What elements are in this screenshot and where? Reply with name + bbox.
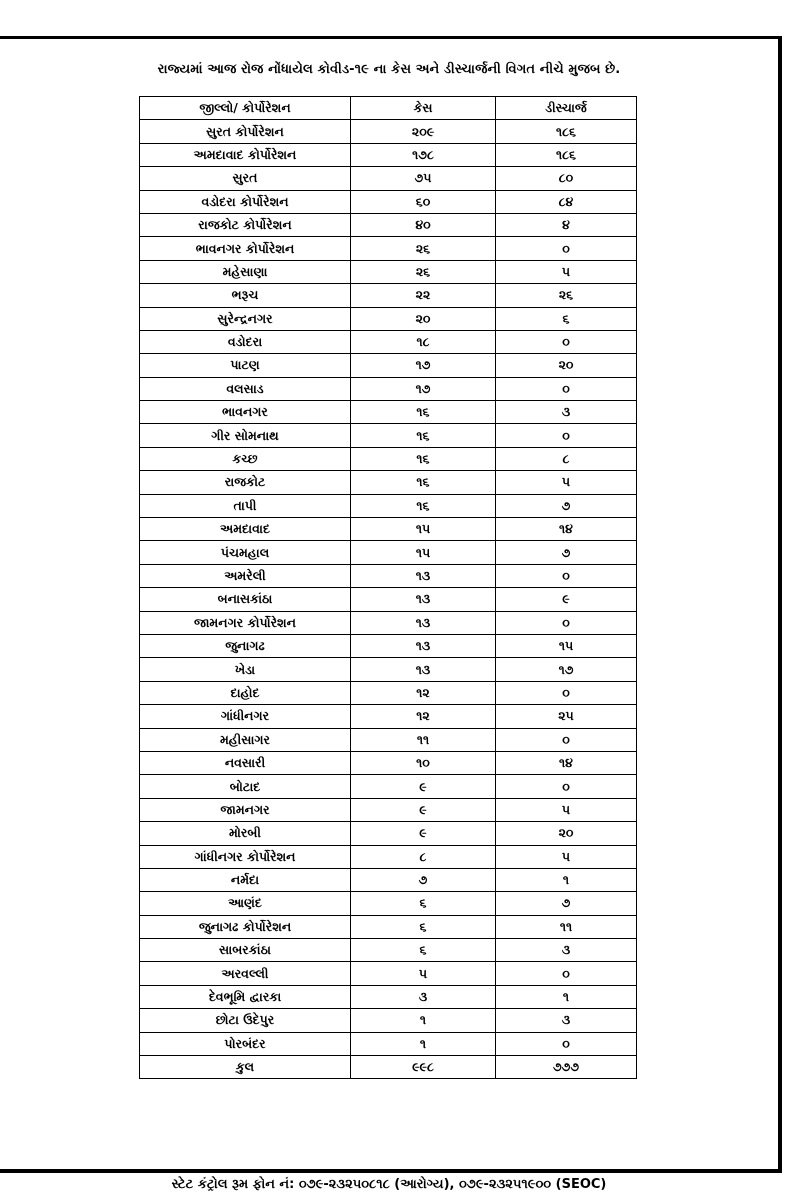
table-row <box>140 143 637 166</box>
cell-district: ખેડા <box>140 658 351 681</box>
total-cases: ૯૯૮ <box>351 1056 496 1079</box>
cell-cases: ૩ <box>351 985 496 1008</box>
cell-discharge: ૫ <box>496 471 637 494</box>
cell-cases: ૨૦ <box>351 307 496 330</box>
cell-cases: ૧૩ <box>351 564 496 587</box>
table-row <box>140 377 637 400</box>
control-room-phone: સ્ટેટ કંટ્રોલ રૂમ ફોન નં: ૦૭૯-૨૩૨૫૦૮૧૮ (આરોગ્ય), ૦૭૯-૨૩૨૫૧૯૦૦ (SEOC) <box>171 1177 607 1192</box>
cell-discharge: ૫ <box>496 260 637 283</box>
cell-discharge: ૦ <box>496 330 637 353</box>
cell-cases: ૬ <box>351 915 496 938</box>
cell-discharge: ૨૦ <box>496 354 637 377</box>
cell-cases: ૧૬ <box>351 401 496 424</box>
cell-discharge: ૨૦ <box>496 822 637 845</box>
cell-district: નર્મદા <box>140 868 351 891</box>
table-body <box>140 120 637 1056</box>
report-heading: રાજ્યમાં આજ રોજ નોંધાયેલ કોવીડ-૧૯ ના કેસ અને ડીસ્ચાર્જની વિગત નીચે મુજબ છે. <box>157 62 621 77</box>
table-row <box>140 518 637 541</box>
cell-district: વડોદરા કોર્પોરેશન <box>140 190 351 213</box>
table-row <box>140 658 637 681</box>
cell-cases: ૧૩ <box>351 611 496 634</box>
cell-discharge: ૪ <box>496 213 637 236</box>
cell-discharge: ૧૭ <box>496 658 637 681</box>
cell-district: બનાસકાંઠા <box>140 588 351 611</box>
total-label: કુલ <box>140 1056 351 1079</box>
cell-cases: ૧૬ <box>351 424 496 447</box>
table-row <box>140 915 637 938</box>
cell-district: ગાંધીનગર <box>140 705 351 728</box>
cell-discharge: ૦ <box>496 728 637 751</box>
cell-cases: ૯ <box>351 798 496 821</box>
cell-discharge: ૨૫ <box>496 705 637 728</box>
table-row <box>140 985 637 1008</box>
cell-district: બોટાદ <box>140 775 351 798</box>
total-discharge: ૭૭૭ <box>496 1056 637 1079</box>
cell-cases: ૬ <box>351 939 496 962</box>
cell-discharge: ૧ <box>496 868 637 891</box>
cell-cases: ૭ <box>351 868 496 891</box>
cell-discharge: ૩ <box>496 939 637 962</box>
cell-discharge: ૦ <box>496 962 637 985</box>
cell-discharge: ૧૫ <box>496 634 637 657</box>
cell-cases: ૧૨ <box>351 681 496 704</box>
cell-district: તાપી <box>140 494 351 517</box>
table-row <box>140 822 637 845</box>
table-header-row <box>140 97 637 120</box>
cell-cases: ૭૫ <box>351 167 496 190</box>
cell-discharge: ૧૪ <box>496 518 637 541</box>
table-row <box>140 634 637 657</box>
cell-discharge: ૨૬ <box>496 284 637 307</box>
table-row <box>140 939 637 962</box>
table-row <box>140 541 637 564</box>
table-row <box>140 588 637 611</box>
cell-cases: ૧૧ <box>351 728 496 751</box>
cell-district: જામનગર <box>140 798 351 821</box>
cell-discharge: ૦ <box>496 775 637 798</box>
cell-district: રાજકોટ <box>140 471 351 494</box>
table-row <box>140 354 637 377</box>
table-row <box>140 845 637 868</box>
table-row <box>140 401 637 424</box>
cell-district: સુરત કોર્પોરેશન <box>140 120 351 143</box>
table-row <box>140 471 637 494</box>
cell-discharge: ૫ <box>496 845 637 868</box>
covid-cases-table <box>139 96 637 1079</box>
table-row <box>140 728 637 751</box>
table-row <box>140 190 637 213</box>
cell-discharge: ૧૮૬ <box>496 120 637 143</box>
table-row <box>140 167 637 190</box>
cell-district: દાહોદ <box>140 681 351 704</box>
table-row <box>140 962 637 985</box>
cell-cases: ૧૬ <box>351 447 496 470</box>
cell-district: મોરબી <box>140 822 351 845</box>
column-header-discharge: ડીસ્ચાર્જ <box>496 97 637 120</box>
cell-discharge: ૦ <box>496 424 637 447</box>
cell-district: ગીર સોમનાથ <box>140 424 351 447</box>
cell-cases: ૧ <box>351 1009 496 1032</box>
cell-discharge: ૭ <box>496 494 637 517</box>
cell-cases: ૧૫ <box>351 518 496 541</box>
cell-cases: ૧૨ <box>351 705 496 728</box>
table-row <box>140 307 637 330</box>
cell-discharge: ૮૦ <box>496 167 637 190</box>
column-header-district: જીલ્લો/ કોર્પોરેશન <box>140 97 351 120</box>
cell-district: પંચમહાલ <box>140 541 351 564</box>
table-row <box>140 447 637 470</box>
column-header-cases: કેસ <box>351 97 496 120</box>
cell-discharge: ૩ <box>496 401 637 424</box>
table-row <box>140 237 637 260</box>
cell-cases: ૨૨ <box>351 284 496 307</box>
cell-cases: ૧૦ <box>351 751 496 774</box>
table-row <box>140 705 637 728</box>
cell-district: ભરૂચ <box>140 284 351 307</box>
cell-district: મહેસાણા <box>140 260 351 283</box>
cell-cases: ૧૭ <box>351 354 496 377</box>
table-row <box>140 564 637 587</box>
table-row <box>140 868 637 891</box>
cell-district: આણંદ <box>140 892 351 915</box>
table-row <box>140 1009 637 1032</box>
cell-cases: ૧૩ <box>351 658 496 681</box>
cell-cases: ૧૩ <box>351 588 496 611</box>
cell-discharge: ૦ <box>496 564 637 587</box>
cell-district: સુરત <box>140 167 351 190</box>
cell-district: ભાવનગર કોર્પોરેશન <box>140 237 351 260</box>
cell-district: પોરબંદર <box>140 1032 351 1055</box>
cell-cases: ૮ <box>351 845 496 868</box>
cell-discharge: ૦ <box>496 237 637 260</box>
table-row <box>140 892 637 915</box>
table-row <box>140 751 637 774</box>
cell-discharge: ૦ <box>496 611 637 634</box>
cell-cases: ૧૩ <box>351 634 496 657</box>
table-row <box>140 494 637 517</box>
cell-discharge: ૯ <box>496 588 637 611</box>
cell-cases: ૧૮ <box>351 330 496 353</box>
cell-cases: ૬ <box>351 892 496 915</box>
table-row <box>140 1032 637 1055</box>
table-row <box>140 120 637 143</box>
cell-district: ભાવનગર <box>140 401 351 424</box>
cell-discharge: ૮ <box>496 447 637 470</box>
cell-discharge: ૬ <box>496 307 637 330</box>
cell-discharge: ૧૧ <box>496 915 637 938</box>
cell-cases: ૪૦ <box>351 213 496 236</box>
cell-district: સાબરકાંઠા <box>140 939 351 962</box>
cell-district: અમરેલી <box>140 564 351 587</box>
cell-district: નવસારી <box>140 751 351 774</box>
cell-cases: ૨૬ <box>351 237 496 260</box>
cell-cases: ૬૦ <box>351 190 496 213</box>
cell-discharge: ૩ <box>496 1009 637 1032</box>
cell-district: અમદાવાદ કોર્પોરેશન <box>140 143 351 166</box>
cell-cases: ૨૬ <box>351 260 496 283</box>
cell-discharge: ૭ <box>496 541 637 564</box>
cell-district: છોટા ઉદેપુર <box>140 1009 351 1032</box>
table-row <box>140 260 637 283</box>
cell-district: મહીસાગર <box>140 728 351 751</box>
cell-district: ગાંધીનગર કોર્પોરેશન <box>140 845 351 868</box>
cell-district: જુનાગઢ કોર્પોરેશન <box>140 915 351 938</box>
cell-district: સુરેન્દ્રનગર <box>140 307 351 330</box>
cell-discharge: ૭ <box>496 892 637 915</box>
table-row <box>140 330 637 353</box>
cell-district: જુનાગઢ <box>140 634 351 657</box>
total-row <box>140 1056 637 1079</box>
cell-district: રાજકોટ કોર્પોરેશન <box>140 213 351 236</box>
table-row <box>140 611 637 634</box>
cell-cases: ૧૭ <box>351 377 496 400</box>
table-row <box>140 681 637 704</box>
cell-cases: ૧૬ <box>351 471 496 494</box>
cell-cases: ૨૦૯ <box>351 120 496 143</box>
table-row <box>140 775 637 798</box>
cell-cases: ૧ <box>351 1032 496 1055</box>
cell-district: કચ્છ <box>140 447 351 470</box>
cell-discharge: ૦ <box>496 1032 637 1055</box>
cell-cases: ૧૬ <box>351 494 496 517</box>
cell-discharge: ૧૪ <box>496 751 637 774</box>
cell-discharge: ૧૮૬ <box>496 143 637 166</box>
cell-discharge: ૧ <box>496 985 637 1008</box>
cell-district: અમદાવાદ <box>140 518 351 541</box>
table-row <box>140 798 637 821</box>
cell-district: દેવભૂમિ દ્વારકા <box>140 985 351 1008</box>
cell-discharge: ૦ <box>496 681 637 704</box>
cell-discharge: ૦ <box>496 377 637 400</box>
table-row <box>140 424 637 447</box>
cell-cases: ૧૫ <box>351 541 496 564</box>
cell-district: પાટણ <box>140 354 351 377</box>
cell-cases: ૫ <box>351 962 496 985</box>
cell-district: વડોદરા <box>140 330 351 353</box>
cell-district: જામનગર કોર્પોરેશન <box>140 611 351 634</box>
cell-discharge: ૫ <box>496 798 637 821</box>
cell-district: વલસાડ <box>140 377 351 400</box>
cell-district: અરવલ્લી <box>140 962 351 985</box>
cell-discharge: ૮૪ <box>496 190 637 213</box>
cell-cases: ૧૭૮ <box>351 143 496 166</box>
cell-cases: ૯ <box>351 775 496 798</box>
table-row <box>140 284 637 307</box>
table-row <box>140 213 637 236</box>
cell-cases: ૯ <box>351 822 496 845</box>
